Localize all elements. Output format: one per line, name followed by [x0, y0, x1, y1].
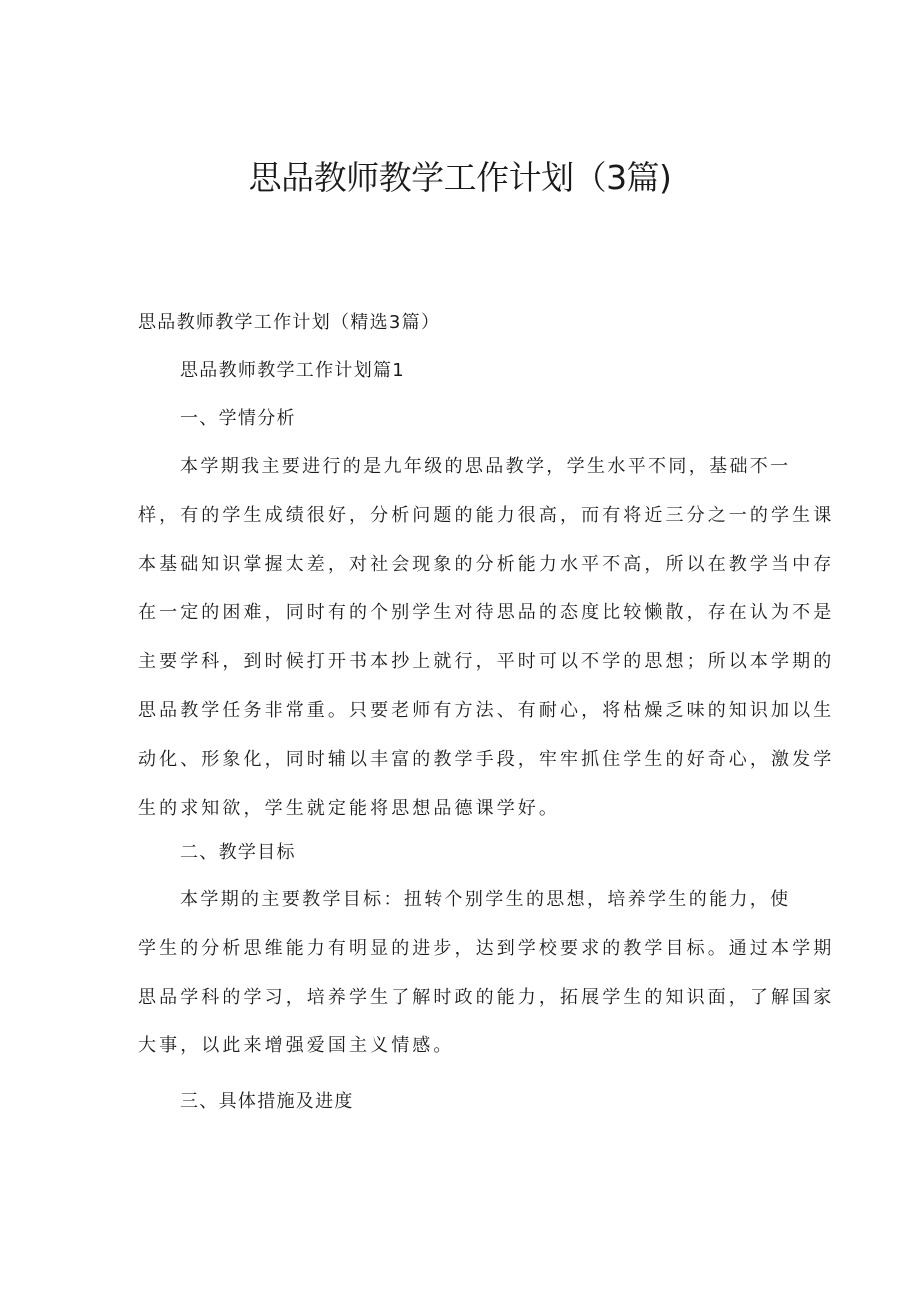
- paragraph-line: 本基础知识掌握太差，对社会现象的分析能力水平不高，所以在教学当中存: [138, 553, 835, 575]
- paragraph-line: 主要学科，到时候打开书本抄上就行，平时可以不学的思想；所以本学期的: [138, 651, 835, 673]
- section-heading-1: 一、学情分析: [180, 408, 296, 429]
- paragraph-line: 生的求知欲，学生就定能将思想品德课学好。: [138, 797, 560, 819]
- paragraph-line: 动化、形象化，同时辅以丰富的教学手段，牢牢抓住学生的好奇心，激发学: [138, 748, 835, 770]
- paragraph-line: 思品学科的学习，培养学生了解时政的能力，拓展学生的知识面，了解国家: [138, 986, 835, 1008]
- document-title: 思品教师教学工作计划（3篇): [248, 158, 672, 197]
- paragraph-line: 本学期的主要教学目标：扭转个别学生的思想，培养学生的能力，使: [180, 889, 791, 910]
- section-heading-3: 三、具体措施及进度: [180, 1091, 354, 1112]
- section-2-paragraph: [138, 885, 835, 1080]
- paragraph-line: 在一定的困难，同时有的个别学生对待思品的态度比较懒散，存在认为不是: [138, 602, 835, 624]
- paragraph-line: 大事，以此来增强爱国主义情感。: [138, 1035, 455, 1057]
- section-heading-2: 二、教学目标: [180, 842, 296, 863]
- article-heading: 思品教师教学工作计划篇1: [180, 360, 406, 381]
- paragraph-line: 学生的分析思维能力有明显的进步，达到学校要求的教学目标。通过本学期: [138, 937, 835, 959]
- paragraph-line: 样，有的学生成绩很好，分析问题的能力很高，而有将近三分之一的学生课: [138, 504, 835, 526]
- section-1-paragraph: [138, 452, 835, 842]
- paragraph-line: 思品教学任务非常重。只要老师有方法、有耐心，将枯燥乏味的知识加以生: [138, 699, 835, 721]
- document-subtitle: 思品教师教学工作计划（精选3篇）: [138, 312, 441, 333]
- paragraph-line: 本学期我主要进行的是九年级的思品教学，学生水平不同，基础不一: [180, 456, 791, 477]
